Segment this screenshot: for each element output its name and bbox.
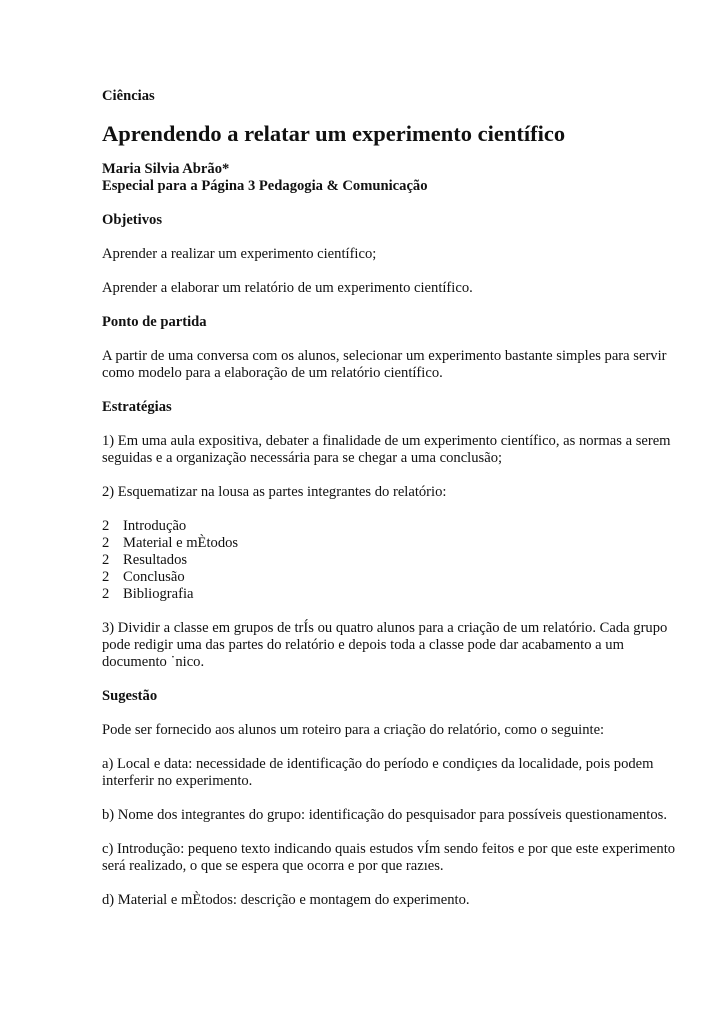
list-item [102, 518, 688, 535]
paragraph: A partir de uma conversa com os alunos, selecionar um experimento bastante simples para servir como modelo para a elaboração de um relatório científico. [102, 348, 667, 381]
list-item-text: Conclusão [123, 569, 185, 585]
author-block [102, 161, 688, 195]
paragraph: Pode ser fornecido aos alunos um roteiro para a criação do relatório, como o seguinte: [102, 722, 605, 738]
page-title: Aprendendo a relatar um experimento científico [102, 121, 566, 146]
suggestion-item: c) Introdução: pequeno texto indicando quais estudos vÍm sendo feitos e por que este experimento será realizado, o que se espera que ocorra e por que razıes. [102, 841, 676, 874]
strategy-item: 2) Esquematizar na lousa as partes integrantes do relatório: [102, 484, 447, 500]
objective-item: Aprender a elaborar um relatório de um experimento científico. [102, 280, 473, 296]
section-heading-ponto-de-partida: Ponto de partida [102, 314, 207, 330]
list-item [102, 586, 688, 603]
list-marker: 2 [102, 518, 110, 534]
section-heading-estrategias: Estratégias [102, 399, 172, 415]
list-item [102, 535, 688, 552]
report-parts-list [102, 518, 688, 603]
section-heading-sugestao: Sugestão [102, 688, 158, 704]
list-marker: 2 [102, 552, 110, 568]
author-name: Maria Silvia Abrão* [102, 161, 230, 177]
list-item-text: Resultados [123, 552, 188, 568]
list-item-text: Introdução [123, 518, 187, 534]
suggestion-item: d) Material e mÈtodos: descrição e montagem do experimento. [102, 892, 470, 908]
list-item-text: Bibliografia [123, 586, 194, 602]
strategy-item: 1) Em uma aula expositiva, debater a finalidade de um experimento científico, as normas a serem seguidas e a organização necessária para se chegar a uma conclusão; [102, 433, 671, 466]
strategy-item: 3) Dividir a classe em grupos de trÍs ou quatro alunos para a criação de um relatório. Cada grupo pode redigir uma das partes do relatório e depois toda a classe pode dar acabamento a um documento ˙nico. [102, 620, 668, 670]
list-marker: 2 [102, 535, 110, 551]
list-item [102, 552, 688, 569]
subject-label: Ciências [102, 88, 155, 104]
suggestion-item: b) Nome dos integrantes do grupo: identificação do pesquisador para possíveis questionamentos. [102, 807, 667, 823]
suggestion-item: a) Local e data: necessidade de identificação do período e condiçıes da localidade, pois podem interferir no experimento. [102, 756, 654, 789]
objective-item: Aprender a realizar um experimento científico; [102, 246, 377, 262]
list-marker: 2 [102, 586, 110, 602]
list-item-text: Material e mÈtodos [123, 535, 239, 551]
list-item [102, 569, 688, 586]
section-heading-objetivos: Objetivos [102, 212, 162, 228]
list-marker: 2 [102, 569, 110, 585]
author-affiliation: Especial para a Página 3 Pedagogia & Comunicação [102, 178, 428, 194]
